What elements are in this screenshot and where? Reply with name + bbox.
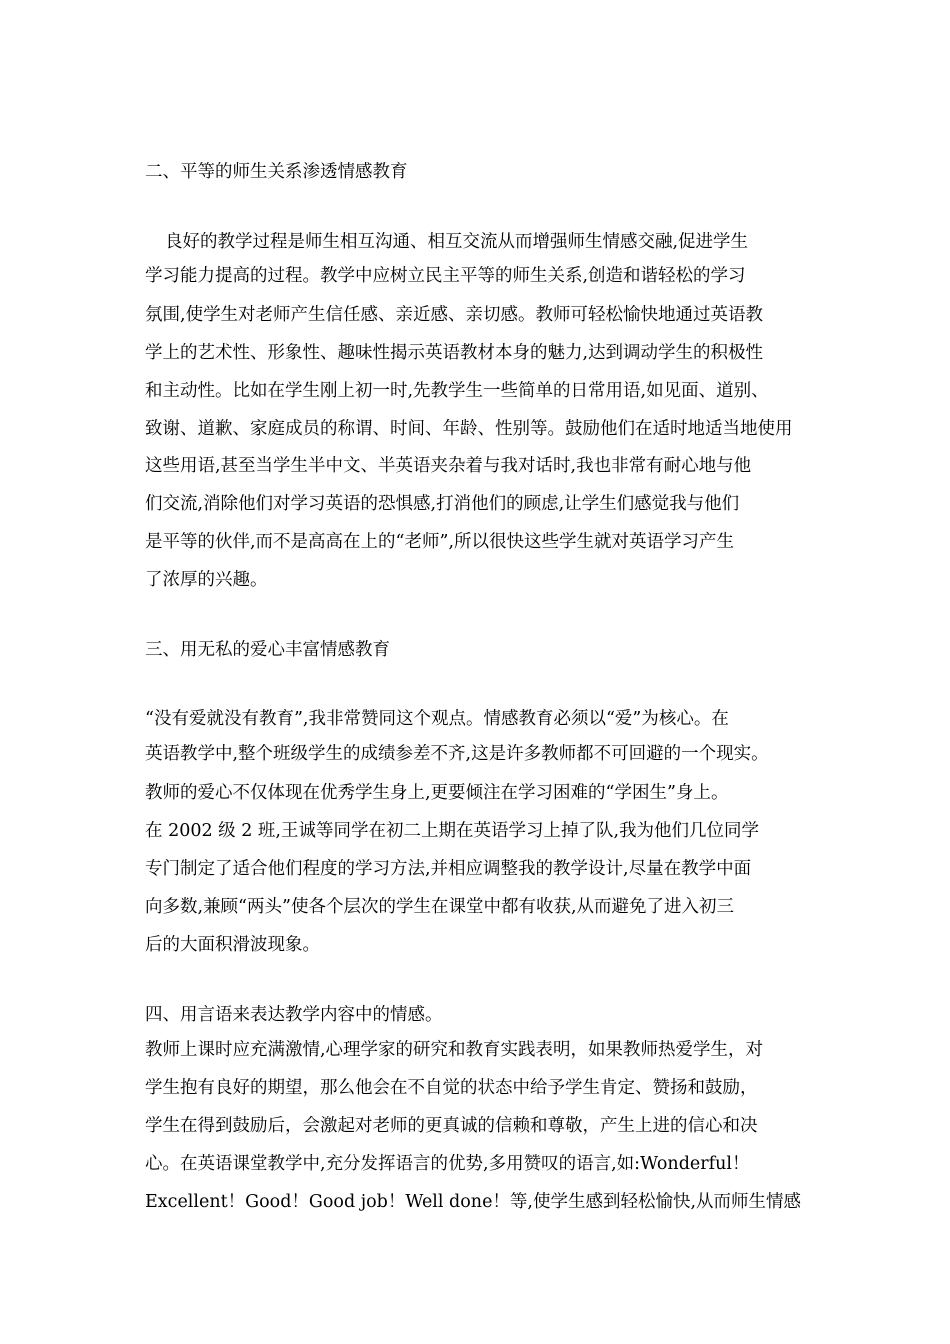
paragraph-line: “没有爱就没有教育”,我非常赞同这个观点。情感教育必须以“爱”为核心。在 <box>145 709 729 729</box>
paragraph-line: 氛围,使学生对老师产生信任感、亲近感、亲切感。教师可轻松愉快地通过英语教 <box>145 305 764 325</box>
paragraph-line: 致谢、道歉、家庭成员的称谓、时间、年龄、性别等。鼓励他们在适时地适当地使用 <box>145 419 793 439</box>
paragraph-line: 在 2002 级 2 班,王诚等同学在初二上期在英语学习上掉了队,我为他们几位同学 <box>145 821 760 841</box>
paragraph-line: 学生在得到鼓励后，会激起对老师的更真诚的信赖和尊敬，产生上进的信心和决 <box>145 1116 758 1136</box>
section-heading-2: 二、平等的师生关系渗透情感教育 <box>145 162 408 182</box>
paragraph-line: 心。在英语课堂教学中,充分发挥语言的优势,多用赞叹的语言,如:Wonderful！ <box>145 1154 750 1174</box>
paragraph-line: 后的大面积滑波现象。 <box>145 935 320 955</box>
paragraph-line: 们交流,消除他们对学习英语的恐惧感,打消他们的顾虑,让学生们感觉我与他们 <box>145 494 740 514</box>
paragraph-line: 教师上课时应充满激情,心理学家的研究和教育实践表明，如果教师热爱学生，对 <box>145 1040 764 1060</box>
paragraph-line: 这些用语,甚至当学生半中文、半英语夹杂着与我对话时,我也非常有耐心地与他 <box>145 456 752 476</box>
paragraph-line: Excellent！Good！Good job！Well done！等,使学生感到轻松愉快,从而师生情感 <box>145 1192 802 1212</box>
paragraph-line: 学上的艺术性、形象性、趣味性揭示英语教材本身的魅力,达到调动学生的积极性 <box>145 343 764 363</box>
paragraph-line: 良好的教学过程是师生相互沟通、相互交流从而增强师生情感交融,促进学生 <box>165 232 749 252</box>
paragraph-line: 是平等的伙伴,而不是高高在上的“老师”,所以很快这些学生就对英语学习产生 <box>145 532 735 552</box>
section-heading-4: 四、用言语来表达教学内容中的情感。 <box>145 1005 443 1025</box>
paragraph-line: 学习能力提高的过程。教学中应树立民主平等的师生关系,创造和谐轻松的学习 <box>145 266 746 286</box>
paragraph-line: 专门制定了适合他们程度的学习方法,并相应调整我的教学设计,尽量在教学中面 <box>145 859 752 879</box>
paragraph-line: 教师的爱心不仅体现在优秀学生身上,更要倾注在学习困难的“学困生”身上。 <box>145 783 729 803</box>
paragraph-line: 向多数,兼顾“两头”使各个层次的学生在课堂中都有收获,从而避免了进入初三 <box>145 897 735 917</box>
section-heading-3: 三、用无私的爱心丰富情感教育 <box>145 640 390 660</box>
paragraph-line: 和主动性。比如在学生刚上初一时,先教学生一些简单的日常用语,如见面、道别、 <box>145 381 769 401</box>
paragraph-line: 学生抱有良好的期望，那么他会在不自觉的状态中给予学生肯定、赞扬和鼓励， <box>145 1078 758 1098</box>
paragraph-line: 了浓厚的兴趣。 <box>145 570 268 590</box>
paragraph-line: 英语教学中,整个班级学生的成绩参差不齐,这是许多教师都不可回避的一个现实。 <box>145 744 769 764</box>
